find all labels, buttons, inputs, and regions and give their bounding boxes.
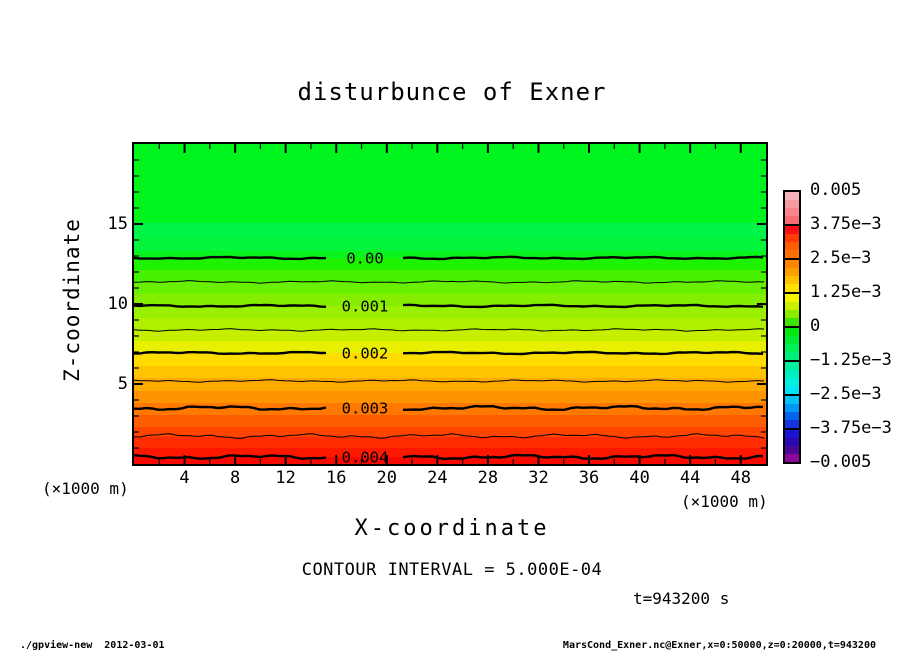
x-axis-unit-right: (×1000 m) xyxy=(681,492,768,511)
contour-line xyxy=(134,380,764,383)
contour-line xyxy=(134,352,326,354)
colorbar xyxy=(783,190,801,464)
contour-line xyxy=(403,406,763,410)
plot-frame xyxy=(132,142,768,466)
contour-interval-caption: CONTOUR INTERVAL = 5.000E-04 xyxy=(301,560,603,580)
colorbar-tick-label: 3.75e−3 xyxy=(810,214,882,234)
x-tick-label: 16 xyxy=(325,468,347,488)
colorbar-segment xyxy=(785,360,799,394)
contour-line xyxy=(403,455,763,459)
contour-label: 0.00 xyxy=(346,249,384,268)
x-tick-label: 48 xyxy=(730,468,751,488)
colorbar-segment xyxy=(785,258,799,292)
x-axis-unit-left: (×1000 m) xyxy=(42,479,129,498)
footer-variable-text: MarsCond_Exner.nc@Exner,x=0:50000,z=0:20000,t=943200 xyxy=(562,640,876,651)
chart-title: disturbunce of Exner xyxy=(297,78,607,106)
colorbar-segment xyxy=(785,326,799,360)
contour-line xyxy=(134,455,326,459)
colorbar-segment xyxy=(785,224,799,258)
contour-line xyxy=(134,329,764,332)
footer-command-text: ./gpview-new 2012-03-01 xyxy=(20,640,165,651)
contour-line xyxy=(134,257,326,259)
contour-label: 0.002 xyxy=(341,344,389,363)
x-tick-label: 28 xyxy=(477,468,499,488)
x-tick-label: 20 xyxy=(376,468,398,488)
colorbar-segment xyxy=(785,428,799,462)
contour-line xyxy=(403,305,763,307)
x-tick-label: 32 xyxy=(528,468,549,488)
y-tick-label: 5 xyxy=(117,374,128,394)
colorbar-segment xyxy=(785,292,799,326)
y-axis-label: Z-coordinate xyxy=(60,218,84,382)
x-tick-label: 8 xyxy=(229,468,241,488)
colorbar-tick-label: 2.5e−3 xyxy=(810,248,872,268)
contour-line xyxy=(403,257,763,259)
colorbar-tick-label: −3.75e−3 xyxy=(810,418,892,438)
contour-line xyxy=(134,407,326,410)
x-tick-label: 12 xyxy=(275,468,296,488)
contour-label: 0.001 xyxy=(341,297,389,316)
colorbar-segment xyxy=(785,394,799,428)
x-tick-label: 24 xyxy=(427,468,448,488)
y-tick-label: 15 xyxy=(107,214,128,234)
colorbar-tick-label: 1.25e−3 xyxy=(810,282,882,302)
colorbar-tick-label: −1.25e−3 xyxy=(810,350,892,370)
contour-line xyxy=(134,281,764,284)
y-tick-label: 10 xyxy=(107,294,128,314)
contour-line xyxy=(403,352,763,354)
colorbar-tick-label: 0.005 xyxy=(810,180,862,200)
time-annotation: t=943200 s xyxy=(633,589,730,608)
x-tick-label: 40 xyxy=(629,468,650,488)
contour-label: 0.004 xyxy=(341,448,389,464)
contour-line xyxy=(134,434,764,439)
colorbar-tick-label: −0.005 xyxy=(810,452,872,472)
contour-label: 0.003 xyxy=(341,399,389,418)
contour-line xyxy=(134,305,326,307)
colorbar-tick-label: −2.5e−3 xyxy=(810,384,882,404)
contour-lines-layer xyxy=(134,144,766,464)
x-tick-label: 36 xyxy=(578,468,600,488)
x-tick-label: 44 xyxy=(679,468,701,488)
colorbar-tick-label: 0 xyxy=(810,316,821,336)
colorbar-segment xyxy=(785,192,799,224)
x-tick-label: 4 xyxy=(179,468,190,488)
x-axis-label: X-coordinate xyxy=(354,516,550,541)
